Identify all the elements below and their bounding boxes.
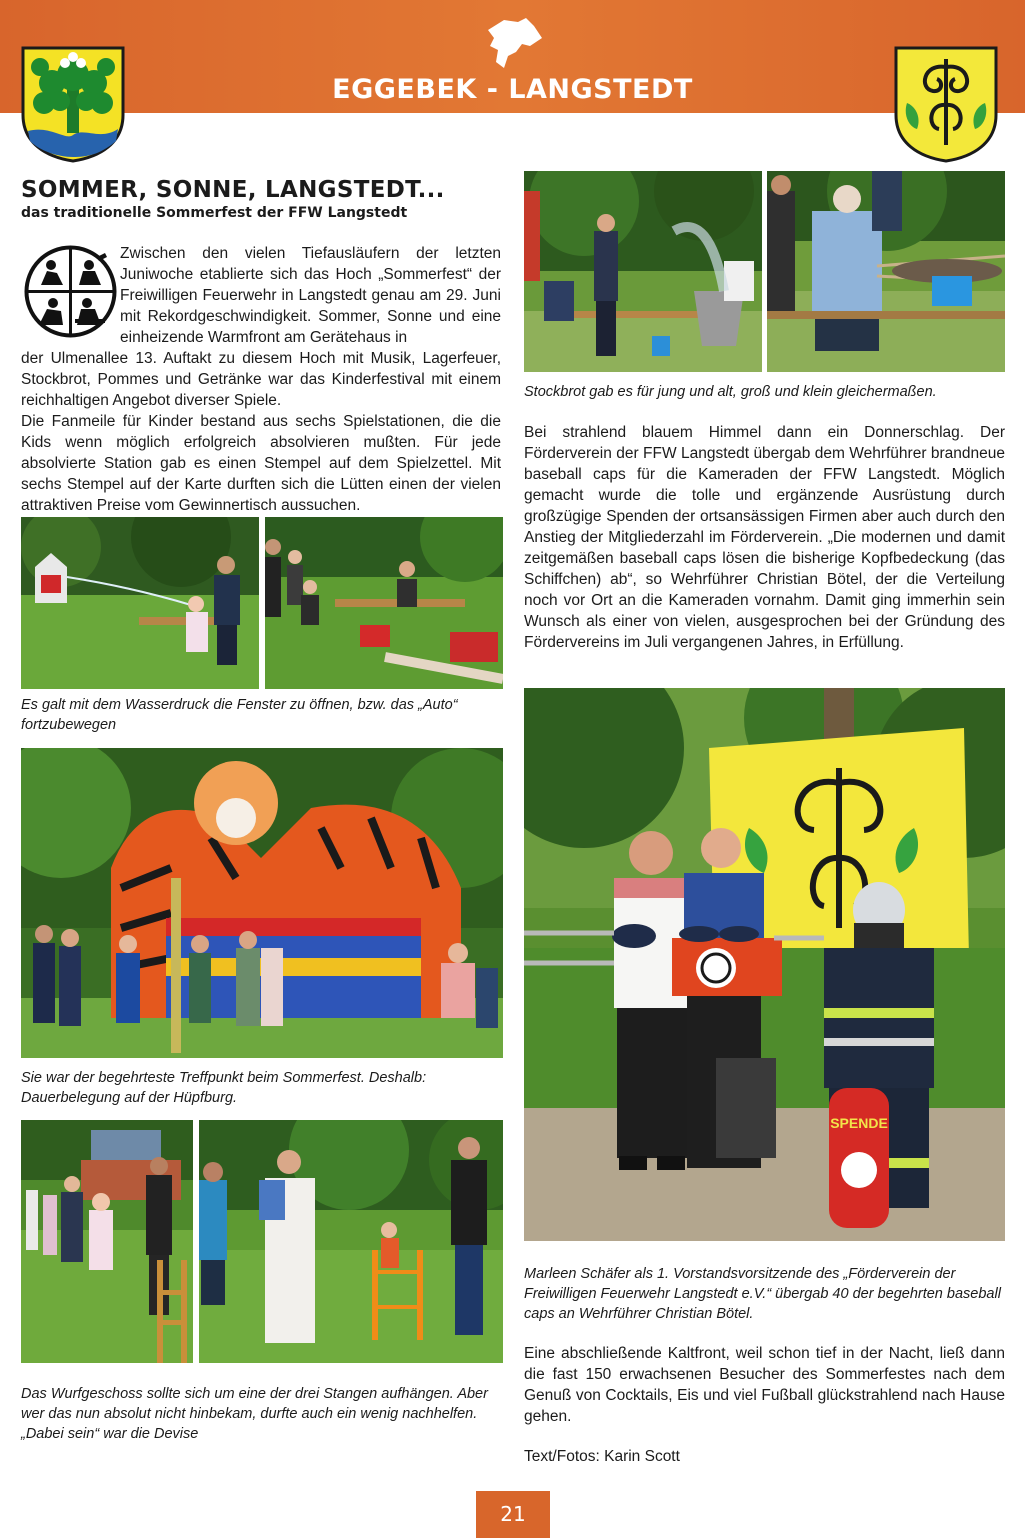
- photo-water-game-right: [265, 517, 503, 689]
- paragraph-2: Die Fanmeile für Kinder bestand aus sechs Spielstationen, die die Kids wenn möglich erfolgreich absolvieren mußten. Für jede absolvierte Station gab es einen Stempel auf dem Spielzettel. Mit sechs Stempel auf der Karte durften sich die Lütten einen der vielen attraktiven Preise vom Gewinnertisch aussuchen.: [21, 413, 501, 514]
- langstedt-coat-of-arms-icon: [893, 45, 999, 163]
- photo-water-game-left: [21, 517, 259, 689]
- eggebek-coat-of-arms-icon: [20, 45, 126, 163]
- caption-caps-handover: Marleen Schäfer als 1. Vorstandsvorsitzende des „Förderverein der Freiwilligen Feuerwehr Langstedt e.V.“ übergab 40 der begehrten baseball caps an Wehrführer Christian Bötel.: [524, 1266, 1001, 1322]
- photo-throwing-game-left: [21, 1120, 193, 1363]
- page-header: [0, 0, 1025, 113]
- region-map-icon: [482, 16, 544, 70]
- caption-stockbrot: Stockbrot gab es für jung und alt, groß und klein gleichermaßen.: [524, 384, 937, 400]
- intro-paragraph-continued: [21, 348, 501, 516]
- fire-brigade-emblem-icon: [23, 243, 118, 340]
- spende-label: SPENDE: [830, 1115, 888, 1131]
- paragraph-3: Bei strahlend blauem Himmel dann ein Donnerschlag. Der Förderverein der FFW Langstedt übergab dem Wehrführer brandneue baseball caps für die Kameraden der FFW Langstedt. Möglich gemacht wurde die tolle und ergänzende Ausrüstung durch großzügige Spenden der ortsansässigen Firmen aber auch durch den Anstieg der Mitgliederzahl im Förderverein. „Die modernen und damit zeitgemäßen baseball caps lösen die bisherige Kopfbedeckung (das Schiffchen) ab“, so Wehrführer Christian Bötel, der die Verteilung noch vor Ort an die Kameraden vornahm. Damit ging immerhin sein Wunsch als einer von vielen, ausgesprochen bei der Gründung des Fördervereins im Juli vergangenen Jahres, in Erfüllung.: [524, 424, 1005, 651]
- header-title: EGGEBEK - LANGSTEDT: [332, 74, 693, 105]
- caption-bouncy-castle: Sie war der begehrteste Treffpunkt beim Sommerfest. Deshalb: Dauerbelegung auf der Hüpfburg.: [21, 1070, 427, 1106]
- intro-paragraph: Zwischen den vielen Tiefausläufern der letzten Juniwoche etablierte sich das Hoch „Sommerfest“ der Freiwilligen Feuerwehr in Langstedt genau am 29. Juni mit Rekordgeschwindigkeit. Sommer, Sonne und eine einheizende Warmfront am Gerätehaus in: [120, 245, 501, 346]
- caption-throwing-game: Das Wurfgeschoss sollte sich um eine der drei Stangen aufhängen. Aber wer das nun absolut nicht hinbekam, durfte auch ein wenig nachhelfen. „Dabei sein“ war die Devise: [21, 1386, 488, 1442]
- photo-throwing-game-right: [199, 1120, 503, 1363]
- photo-stockbrot-right: [767, 171, 1005, 372]
- paragraph-4: Eine abschließende Kaltfront, weil schon tief in der Nacht, ließ dann die fast 150 erwachsenen Besucher des Sommerfestes nach dem Genuß von Cocktails, Eis und viel Fußball glückstrahlend nach Hause gehen.: [524, 1345, 1005, 1425]
- caption-water-game: Es galt mit dem Wasserdruck die Fenster zu öffnen, bzw. das „Auto“ fortzubewegen: [21, 697, 458, 733]
- page-number: 21: [476, 1491, 550, 1538]
- intro-continued-text: der Ulmenallee 13. Auftakt zu diesem Hoch mit Musik, Lagerfeuer, Stockbrot, Pommes und Getränke war das Kinderfestival mit einem reichhaltigen Angebot diverser Spiele.: [21, 350, 501, 409]
- photo-stockbrot-left: [524, 171, 762, 372]
- photo-caps-handover: [524, 688, 1005, 1241]
- photo-credit: Text/Fotos: Karin Scott: [524, 1448, 680, 1465]
- article-subtitle: das traditionelle Sommerfest der FFW Langstedt: [21, 205, 408, 221]
- article-title: SOMMER, SONNE, LANGSTEDT...: [21, 177, 445, 203]
- photo-bouncy-castle: [21, 748, 503, 1058]
